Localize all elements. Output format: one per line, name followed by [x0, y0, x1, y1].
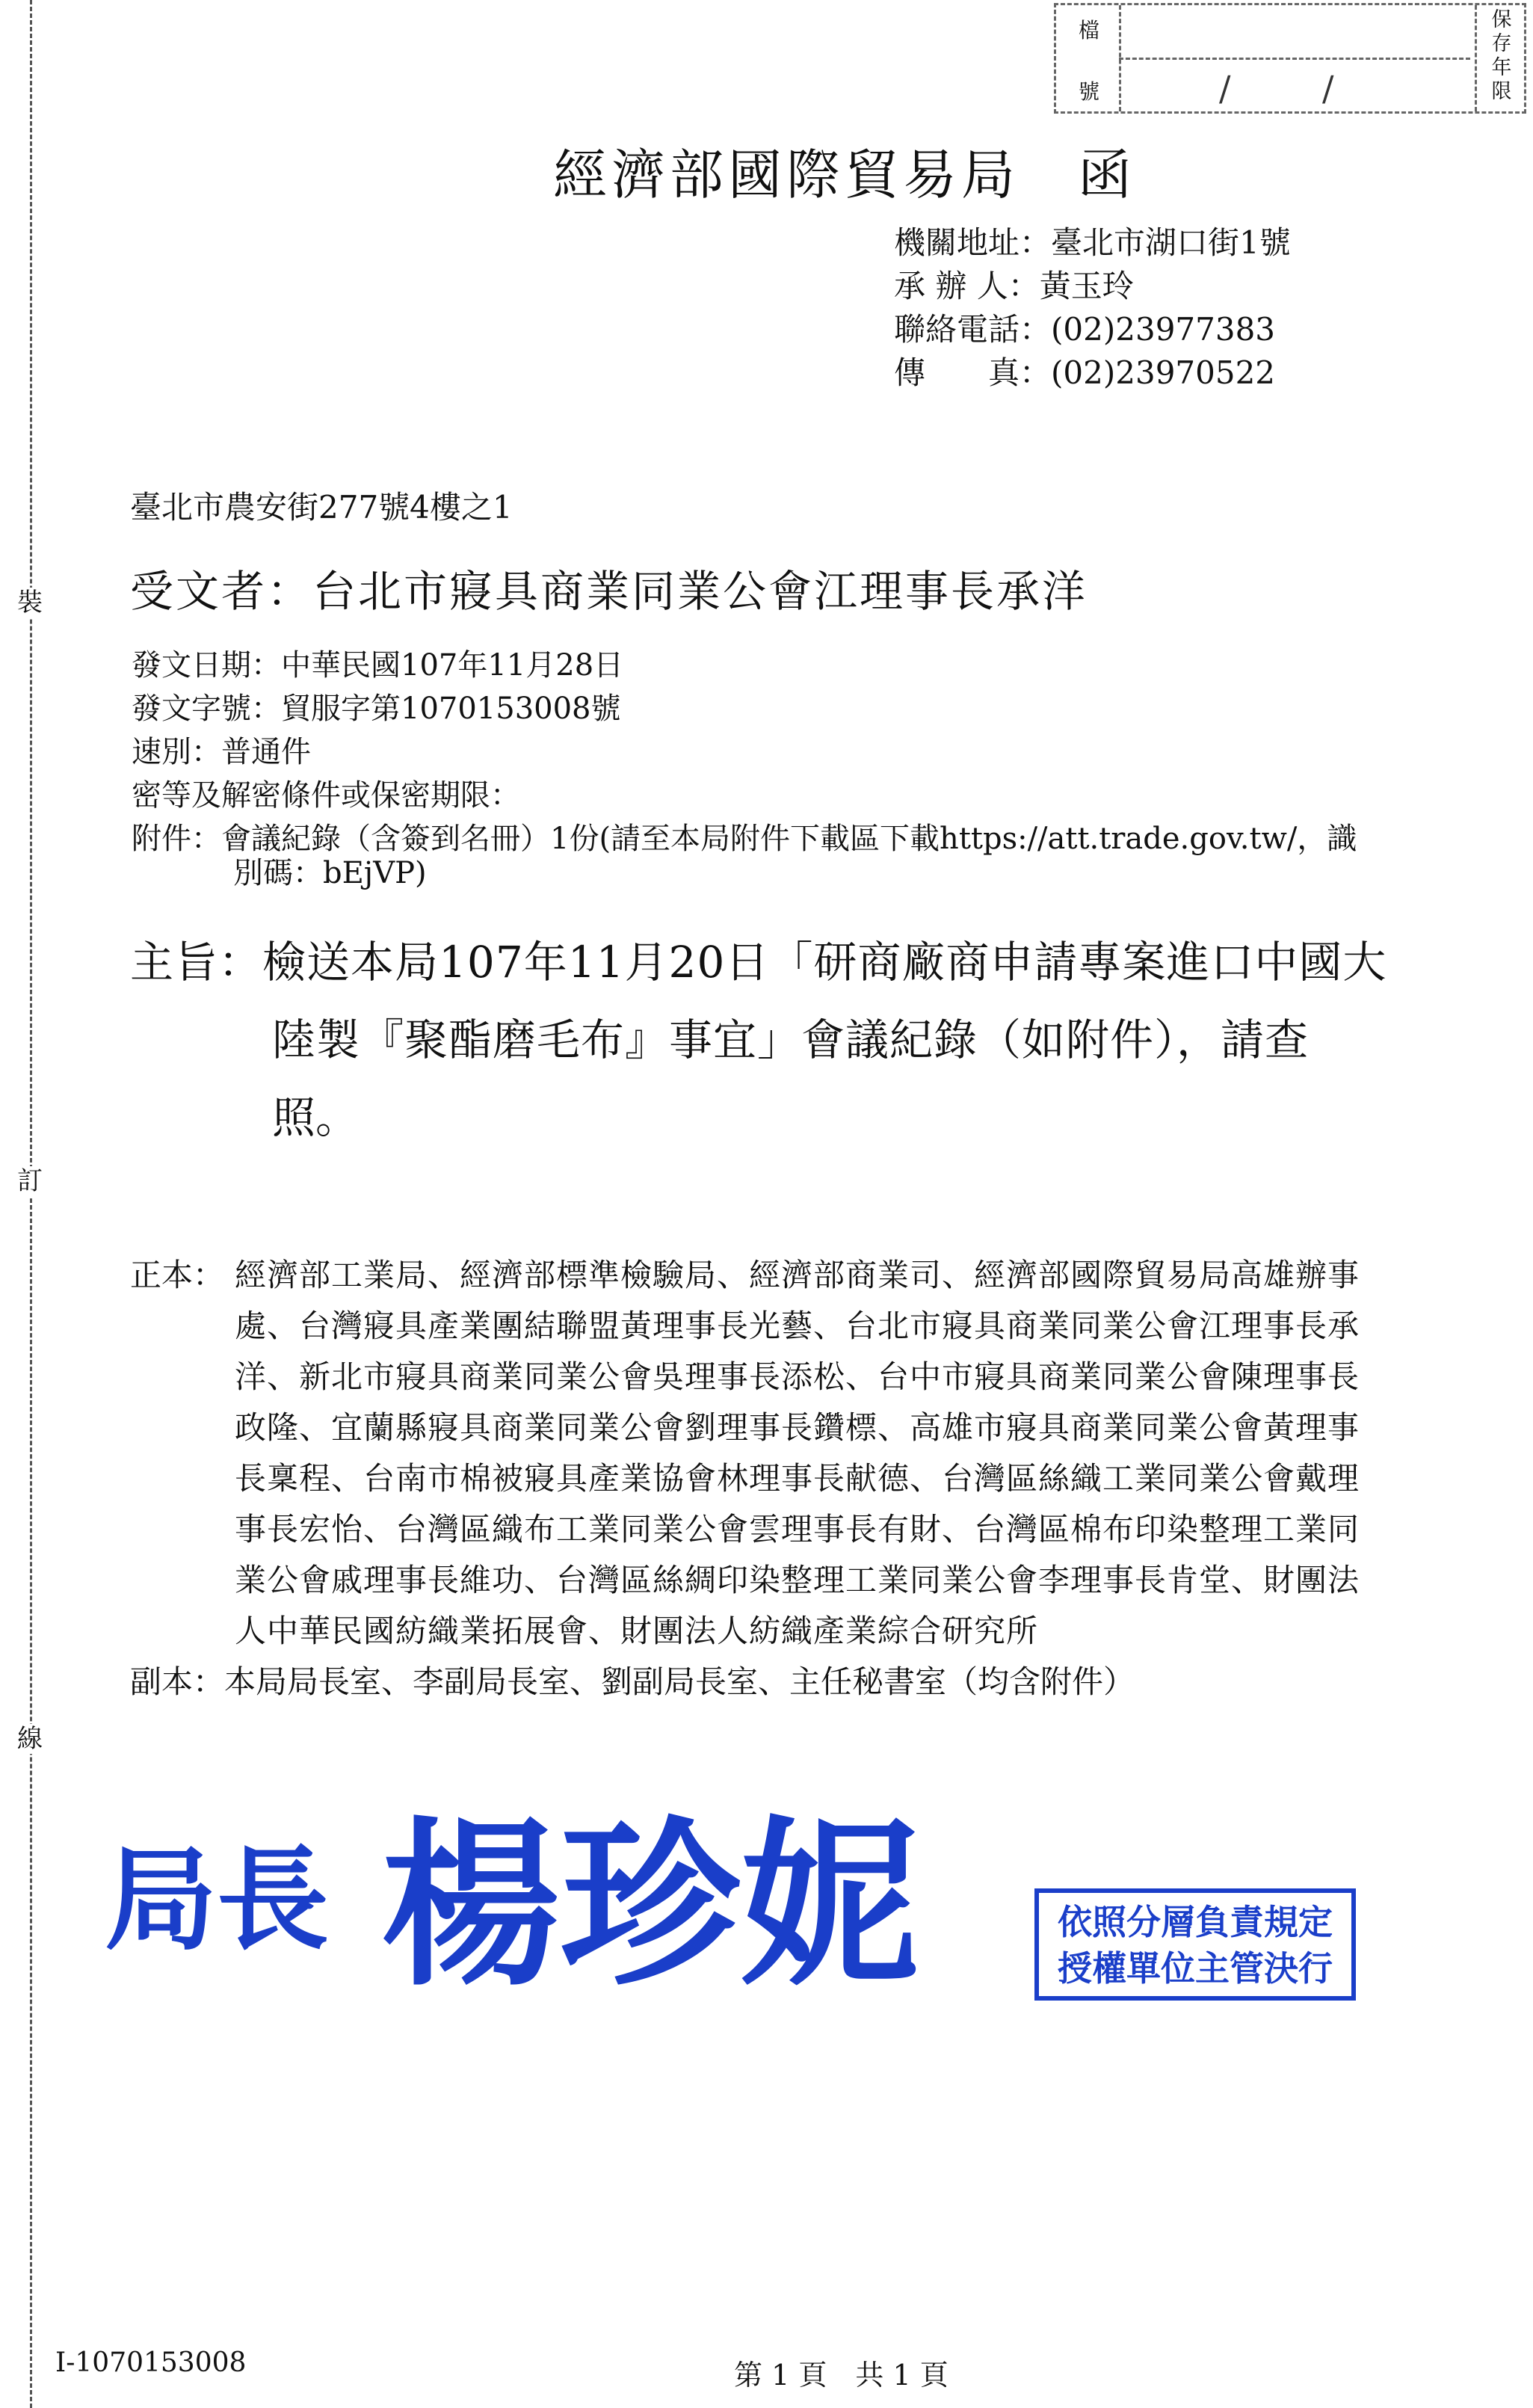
issue-date-value: 中華民國107年11月28日: [281, 648, 624, 683]
contact-fax-row: 傳 真：(02)23970522: [894, 354, 1276, 391]
secrecy-label: 密等及解密條件或保密期限: [132, 778, 490, 813]
attachment-line2: 別碼：bEjVP): [233, 856, 427, 890]
recipient-name: 台北市寢具商業同業公會江理事長承洋: [312, 566, 1088, 617]
original-recipients-line-2: 處、台灣寢具產業團結聯盟黃理事長光藝、台北市寢具商業同業公會江理事長承: [235, 1308, 1360, 1344]
issue-date-row: 發文日期：中華民國107年11月28日: [132, 648, 624, 683]
copy-recipients-label: 副本: [130, 1663, 194, 1700]
attachment-line1: 會議紀錄（含簽到名冊）1份(請至本局附件下載區下載https://att.trade.gov.tw/，識: [221, 822, 1357, 856]
recipient-label: 受文者: [130, 566, 268, 617]
contact-handler-row: 承 辦 人：黃玉玲: [894, 268, 1134, 304]
original-recipients-line-7: 業公會戚理事長維功、台灣區絲綢印染整理工業同業公會李理事長肯堂、財團法: [235, 1562, 1360, 1598]
archive-retention-label: 保存年限: [1491, 8, 1512, 103]
subject-label: 主旨: [130, 937, 219, 988]
archive-file-label: 檔: [1078, 18, 1099, 43]
archive-slash-1: /: [1219, 68, 1231, 108]
page-indicator: 第 1 頁 共 1 頁: [734, 2359, 949, 2392]
subject-line-2: 陸製『聚酯磨毛布』事宜」會議紀錄（如附件），請查: [272, 1014, 1310, 1065]
original-recipients-line-3: 洋、新北市寢具商業同業公會吳理事長添松、台中市寢具商業同業公會陳理事長: [235, 1358, 1360, 1395]
original-recipients-line-5: 長稟程、台南市棉被寢具產業協會林理事長献德、台灣區絲織工業同業公會戴理: [235, 1460, 1360, 1497]
speed-label: 速別: [132, 735, 191, 769]
archive-slash-2: /: [1322, 68, 1334, 108]
authorization-stamp-line-1: 依照分層負責規定: [1058, 1902, 1333, 1942]
subject-line-1: 主旨：檢送本局107年11月20日「研商廠商申請專案進口中國大: [130, 937, 1387, 988]
contact-handler-label: 承 辦 人: [894, 268, 1008, 304]
original-recipients-line-1: 經濟部工業局、經濟部標準檢驗局、經濟部商業司、經濟部國際貿易局高雄辦事: [235, 1257, 1360, 1293]
original-recipients-label: 正本：: [130, 1257, 225, 1293]
archive-box: [1054, 3, 1526, 114]
director-signature-seal: [105, 1761, 919, 2019]
secrecy-row: 密等及解密條件或保密期限：: [132, 778, 520, 813]
contact-address-label: 機關地址: [894, 224, 1020, 261]
recipient-line: 受文者：台北市寢具商業同業公會江理事長承洋: [130, 566, 1088, 617]
binding-char-zhuang: 裝: [17, 588, 43, 618]
attachment-label: 附件: [132, 822, 191, 856]
archive-number-label: 號: [1078, 79, 1099, 104]
contact-handler-value: 黃玉玲: [1039, 268, 1134, 304]
contact-phone-value: (02)23977383: [1051, 311, 1276, 348]
issue-date-label: 發文日期: [132, 648, 251, 683]
reference-number-value: 貿服字第1070153008號: [281, 692, 621, 726]
document-number: I-1070153008: [55, 2347, 247, 2378]
copy-recipients-value: 本局局長室、李副局長室、劉副局長室、主任秘書室（均含附件）: [224, 1663, 1135, 1700]
speed-row: 速別：普通件: [132, 735, 311, 769]
contact-address-value: 臺北市湖口街1號: [1051, 224, 1291, 261]
director-title: 局長: [105, 1834, 330, 1966]
reference-number-label: 發文字號: [132, 692, 251, 726]
subject-line-3: 照。: [272, 1092, 360, 1143]
speed-value: 普通件: [221, 735, 311, 769]
recipient-address: 臺北市農安街277號4樓之1: [130, 489, 513, 526]
page-current: 1: [771, 2359, 790, 2392]
authorization-stamp: [1034, 1888, 1356, 2001]
original-recipients-line-4: 政隆、宜蘭縣寢具商業同業公會劉理事長鑽標、高雄市寢具商業同業公會黃理事: [235, 1409, 1360, 1446]
contact-phone-label: 聯絡電話: [894, 311, 1020, 348]
contact-fax-label: 傳 真: [894, 354, 1020, 391]
subject-text-1: 檢送本局107年11月20日「研商廠商申請專案進口中國大: [262, 937, 1387, 988]
director-name: 楊珍妮: [381, 1799, 920, 2010]
binding-dashed-line: [30, 0, 32, 2408]
contact-fax-value: (02)23970522: [1051, 354, 1276, 391]
original-recipients-line-6: 事長宏怡、台灣區織布工業同業公會雲理事長有財、台灣區棉布印染整理工業同: [235, 1511, 1360, 1548]
agency-title: 經濟部國際貿易局 函: [553, 144, 1137, 206]
page-total: 1: [892, 2359, 911, 2392]
copy-recipients-row: 副本：本局局長室、李副局長室、劉副局長室、主任秘書室（均含附件）: [130, 1663, 1135, 1700]
contact-address-row: 機關地址：臺北市湖口街1號: [894, 224, 1291, 261]
attachment-row: 附件：會議紀錄（含簽到名冊）1份(請至本局附件下載區下載https://att.trade.gov.tw/，識: [132, 822, 1357, 856]
authorization-stamp-line-2: 授權單位主管決行: [1058, 1948, 1333, 1989]
contact-phone-row: 聯絡電話：(02)23977383: [894, 311, 1276, 348]
original-recipients-line-8: 人中華民國紡織業拓展會、財團法人紡織產業綜合研究所: [235, 1613, 1039, 1649]
binding-char-ding: 訂: [17, 1166, 43, 1196]
binding-char-xian: 線: [17, 1724, 43, 1754]
reference-number-row: 發文字號：貿服字第1070153008號: [132, 692, 621, 726]
